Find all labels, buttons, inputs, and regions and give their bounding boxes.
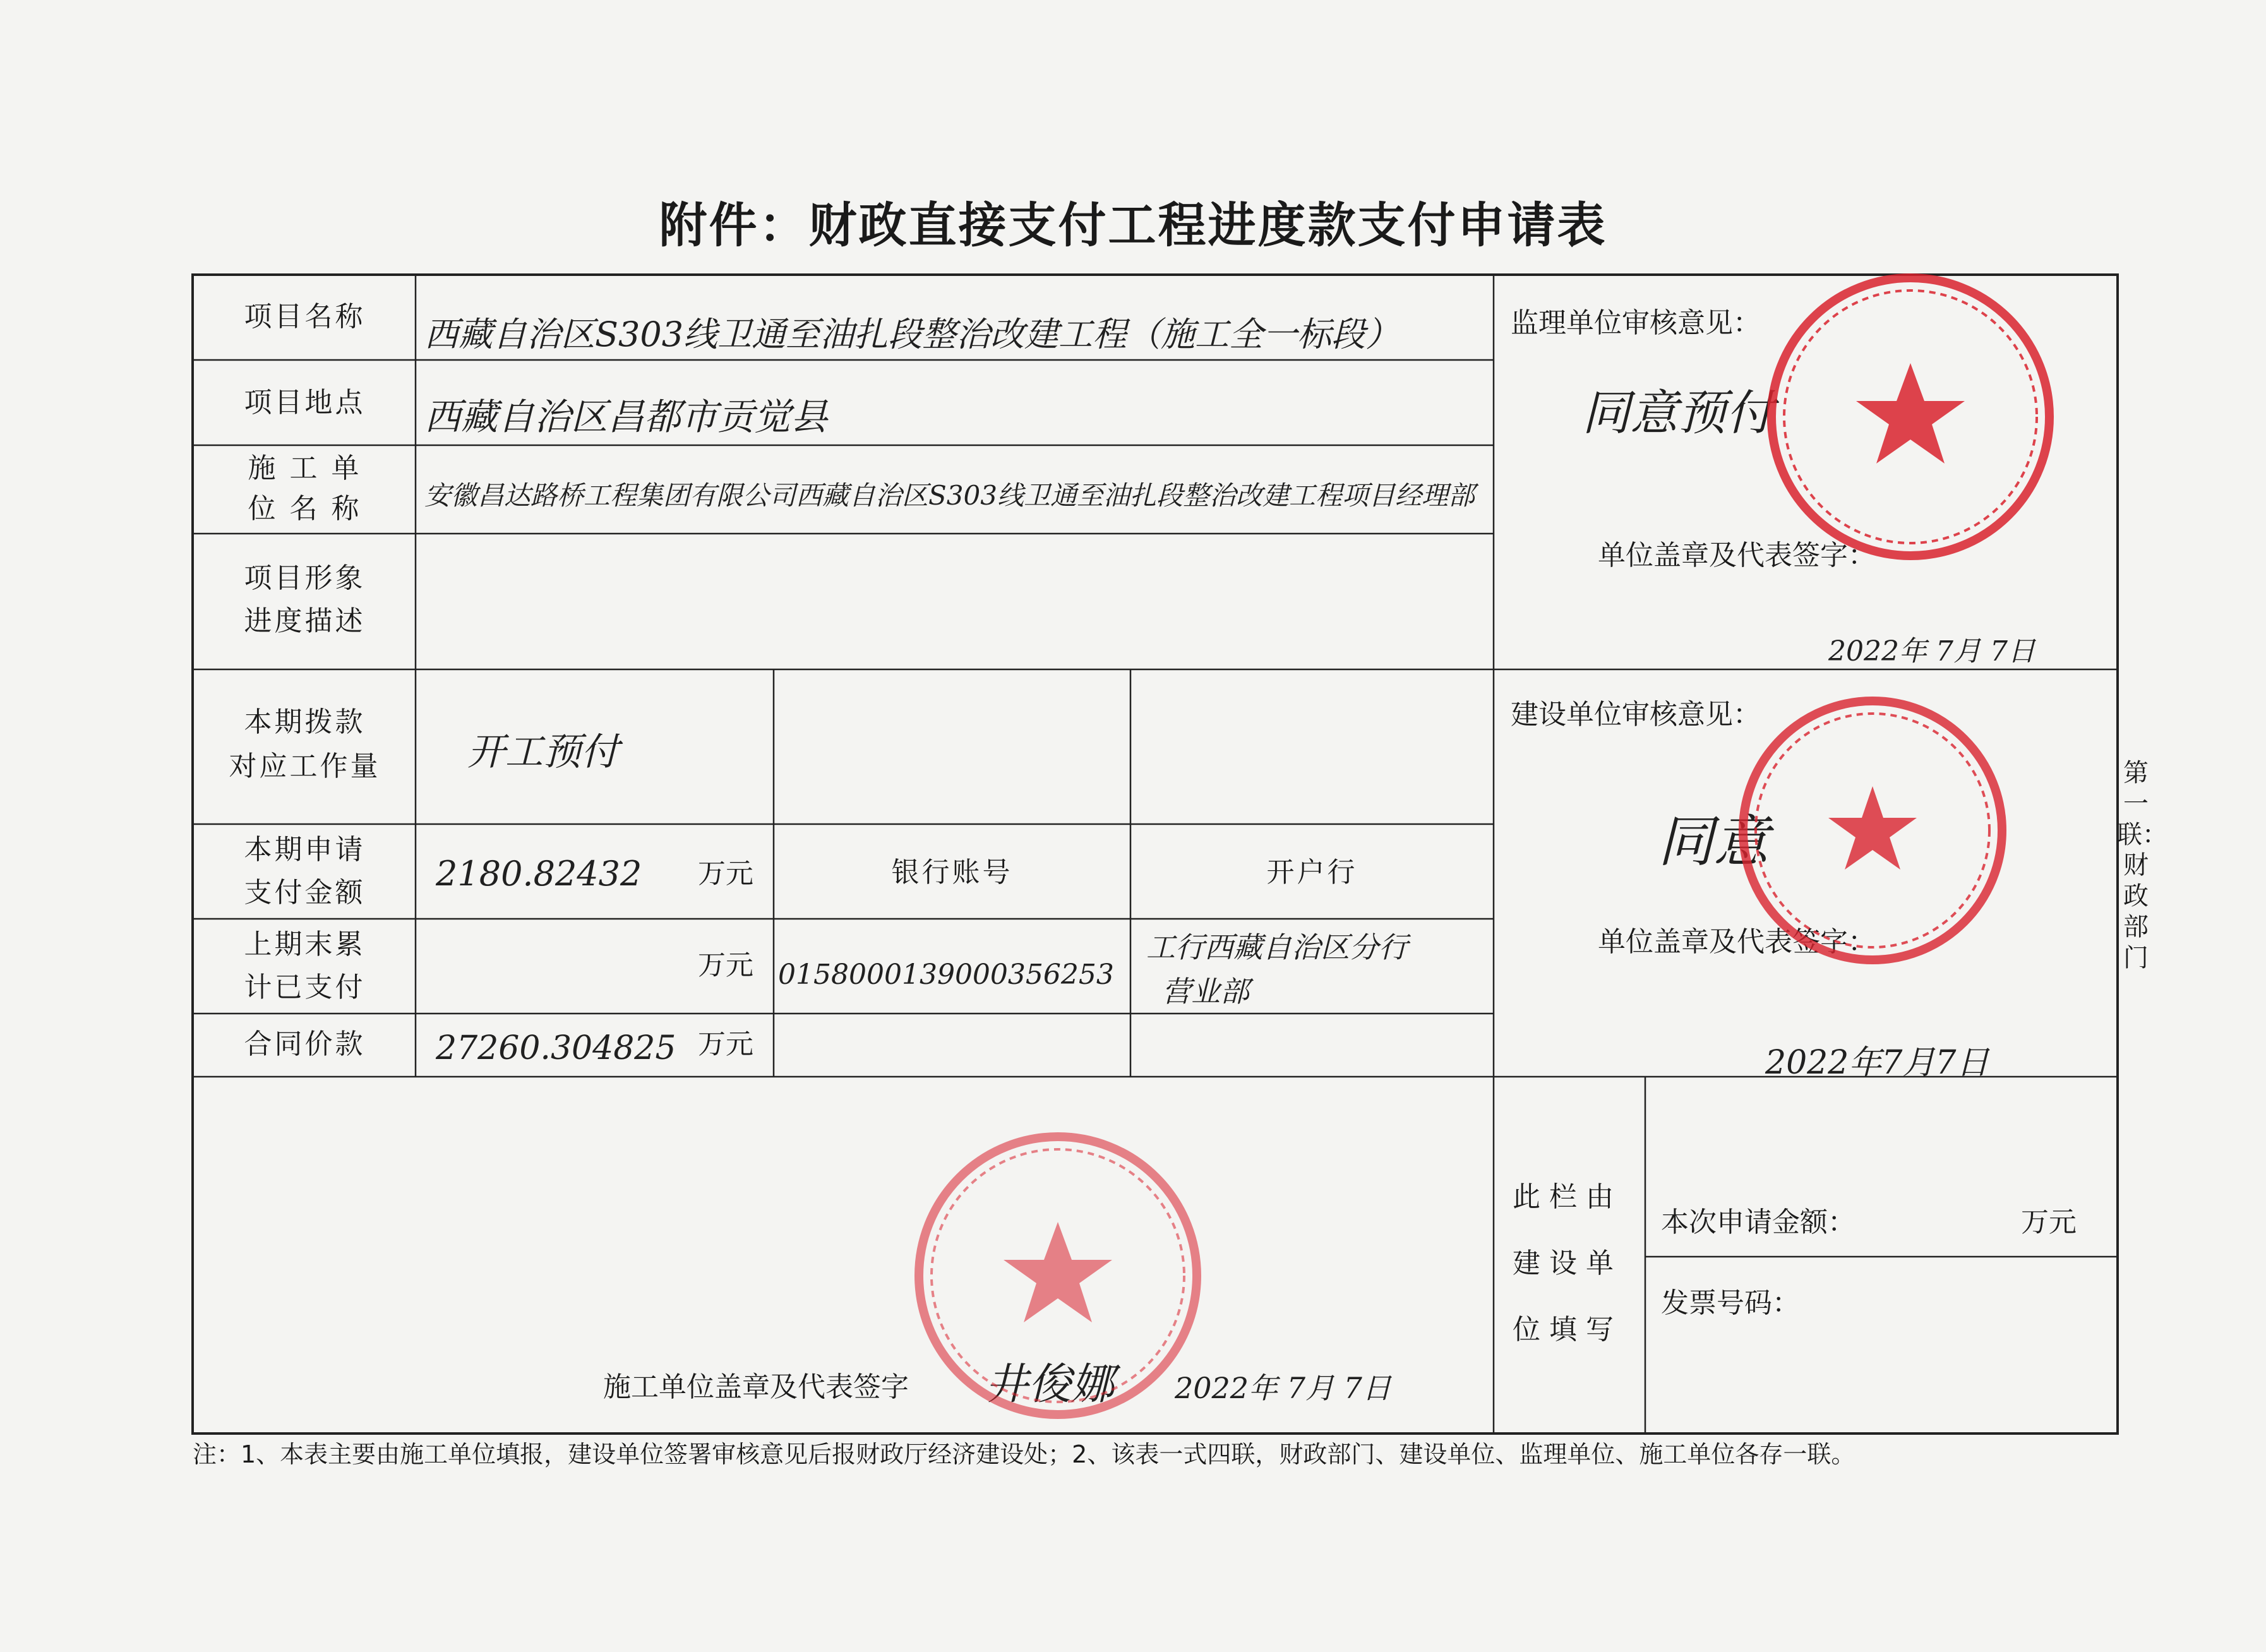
invoice-label: 发票号码： <box>1661 1287 1800 1319</box>
apply-amount-value: 2180.82432 <box>436 854 642 894</box>
supervisor-opinion: 同意预付 <box>1582 385 1774 441</box>
bank-label: 开户行 <box>1266 856 1358 889</box>
contractor-seal-stamp <box>900 1118 1216 1434</box>
project-name-value: 西藏自治区S303线卫通至油扎段整治改建工程（施工全一标段） <box>424 314 1400 354</box>
apply-amount-label-1: 本期申请 <box>244 834 366 866</box>
contract-value: 27260.304825 <box>436 1029 676 1067</box>
builder-date: 2022年7月7日 <box>1765 1044 1989 1082</box>
footer-note: 注：1、本表主要由施工单位填报，建设单位签署审核意见后报财政厅经济建设处；2、该表一式四联，财政部门、建设单位、监理单位、施工单位各存一联。 <box>193 1440 1855 1468</box>
bank-value-1: 工行西藏自治区分行 <box>1146 930 1408 964</box>
progress-label-1: 项目形象 <box>244 562 366 594</box>
project-name-label: 项目名称 <box>244 301 366 333</box>
prev-paid-label-2: 计已支付 <box>244 971 366 1003</box>
bank-value-2: 营业部 <box>1162 974 1249 1009</box>
copy-side-label: 第一联：财政部门 <box>2117 758 2167 973</box>
bank-account-label: 银行账号 <box>891 856 1013 889</box>
project-location-label: 项目地点 <box>244 386 366 419</box>
progress-label-2: 进度描述 <box>244 605 366 637</box>
workload-label-2: 对应工作量 <box>229 750 381 782</box>
contractor-sign-date: 2022年 7月 7日 <box>1175 1371 1391 1405</box>
amount-unit: 万元 <box>2021 1206 2077 1238</box>
amount-label: 本次申请金额： <box>1661 1206 1855 1238</box>
contractor-label-2: 位 名 称 <box>248 493 362 525</box>
builder-fill-label-2: 建设单 <box>1513 1247 1622 1279</box>
builder-seal-stamp <box>1724 682 2021 979</box>
apply-amount-label-2: 支付金额 <box>244 877 366 909</box>
builder-fill-label-1: 此栏由 <box>1513 1181 1622 1213</box>
builder-label: 建设单位审核意见： <box>1511 698 1761 731</box>
builder-fill-label-3: 位填写 <box>1513 1314 1622 1346</box>
builder-opinion: 同意 <box>1658 809 1770 874</box>
contractor-label-1: 施 工 单 <box>248 452 362 484</box>
apply-amount-unit: 万元 <box>698 858 753 890</box>
workload-value: 开工预付 <box>467 730 619 774</box>
builder-sign-label: 单位盖章及代表签字： <box>1598 926 1876 958</box>
form-title: 附件：财政直接支付工程进度款支付申请表 <box>659 197 1607 253</box>
prev-paid-label-1: 上期末累 <box>244 928 366 961</box>
supervisor-sign-label: 单位盖章及代表签字： <box>1598 539 1876 572</box>
contractor-signature: 井俊娜 <box>985 1360 1115 1410</box>
supervisor-date: 2022年 7月 7日 <box>1828 635 2035 667</box>
prev-paid-unit: 万元 <box>698 949 753 981</box>
contract-unit: 万元 <box>698 1028 753 1060</box>
workload-label-1: 本期拨款 <box>244 706 366 738</box>
supervisor-label: 监理单位审核意见： <box>1511 307 1761 339</box>
contractor-sign-label: 施工单位盖章及代表签字 <box>603 1371 909 1403</box>
bank-account-value: 0158000139000356253 <box>778 959 1114 991</box>
contractor-value: 安徽昌达路桥工程集团有限公司西藏自治区S303线卫通至油扎段整治改建工程项目经理部 <box>424 480 1475 511</box>
contract-label: 合同价款 <box>244 1028 366 1060</box>
project-location-value: 西藏自治区昌都市贡觉县 <box>424 395 828 438</box>
supervisor-seal-stamp <box>1753 259 2068 575</box>
